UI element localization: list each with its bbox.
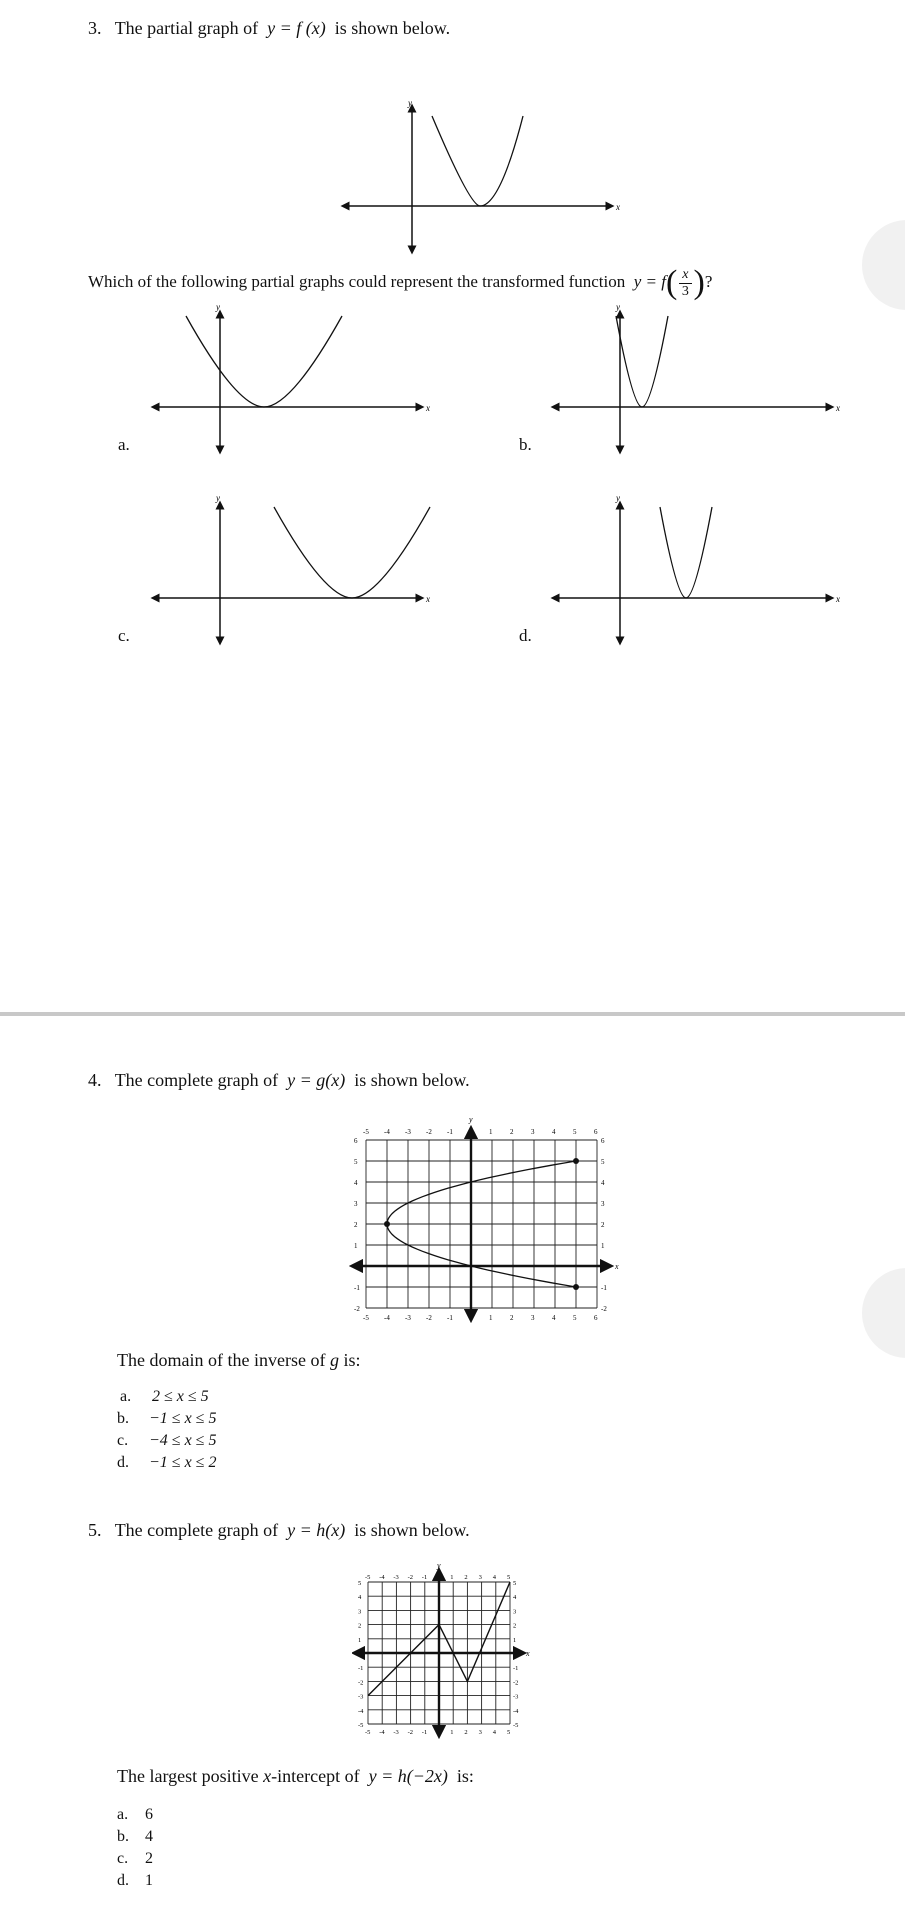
q4-answer-d[interactable]: d. −1 ≤ x ≤ 2: [117, 1454, 217, 1471]
y-tick-label-left: -1: [358, 1665, 364, 1673]
y-axis-label: y: [216, 302, 220, 312]
x-tick-label-top: 1: [489, 1128, 493, 1136]
y-tick-label-left: -3: [358, 1693, 364, 1701]
y-tick-label-right: 4: [513, 1594, 517, 1602]
x-axis-label: x: [426, 594, 430, 604]
y-tick-label-right: 4: [601, 1179, 605, 1187]
q3-parent-x-label: x: [616, 202, 620, 212]
parabola-curve: [616, 316, 668, 407]
x-tick-label-bottom: 3: [478, 1729, 482, 1736]
parabola-curve: [660, 507, 712, 598]
curve-point: [573, 1284, 579, 1290]
y-tick-label-right: 1: [513, 1636, 517, 1644]
x-tick-label-top: -5: [363, 1128, 369, 1136]
y-tick-label-right: -4: [513, 1707, 519, 1715]
y-tick-label-right: -2: [601, 1305, 607, 1313]
y-tick-label-left: -1: [354, 1284, 360, 1292]
y-tick-label-left: 2: [358, 1622, 362, 1630]
q3-parent-graph: [340, 98, 630, 258]
x-tick-label-bottom: 5: [573, 1314, 577, 1322]
x-tick-label-top: -2: [426, 1128, 432, 1136]
y-axis-label: y: [437, 1561, 441, 1570]
y-tick-label-left: 6: [354, 1137, 358, 1145]
y-tick-label-left: -4: [358, 1707, 364, 1715]
q5-answer-a[interactable]: a. 6: [117, 1806, 153, 1823]
y-tick-label-left: 1: [358, 1636, 362, 1644]
q4-answer-b[interactable]: b. −1 ≤ x ≤ 5: [117, 1410, 217, 1427]
x-tick-label-bottom: 5: [507, 1729, 511, 1736]
x-tick-label-bottom: -4: [384, 1314, 390, 1322]
y-tick-label-right: 2: [513, 1622, 517, 1630]
y-tick-label-right: 5: [601, 1158, 605, 1166]
q4-prompt: 4. The complete graph of y = g(x) is shown below.: [88, 1070, 470, 1090]
x-tick-label-bottom: -2: [407, 1729, 414, 1736]
y-tick-label-left: -5: [358, 1722, 364, 1729]
x-tick-label-top: 5: [573, 1128, 577, 1136]
x-tick-label-top: -2: [407, 1574, 414, 1581]
x-axis-label: x: [426, 403, 430, 413]
y-axis-label: y: [469, 1115, 473, 1124]
parabola-curve: [186, 316, 342, 407]
q3-prompt: 3. The partial graph of y = f (x) is shown below.: [88, 18, 451, 38]
q4-graph: [340, 1110, 630, 1336]
x-tick-label-bottom: -3: [405, 1314, 411, 1322]
q5-prompt: 5. The complete graph of y = h(x) is shown below.: [88, 1520, 470, 1540]
x-tick-label-bottom: 6: [594, 1314, 598, 1322]
y-tick-label-left: -2: [358, 1679, 364, 1687]
x-tick-label-bottom: -1: [447, 1314, 453, 1322]
y-tick-label-right: -1: [513, 1665, 519, 1673]
y-tick-label-left: 3: [358, 1608, 362, 1616]
y-tick-label-right: -1: [601, 1284, 607, 1292]
x-tick-label-bottom: 2: [464, 1729, 468, 1736]
x-tick-label-bottom: 1: [489, 1314, 493, 1322]
q4-answer-c[interactable]: c. −4 ≤ x ≤ 5: [117, 1432, 217, 1449]
x-tick-label-top: 3: [478, 1574, 482, 1581]
page-separator: [0, 1012, 905, 1016]
x-tick-label-top: -4: [379, 1574, 385, 1581]
parabola-curve: [274, 507, 430, 598]
q3-option-a-graph[interactable]: [150, 302, 440, 462]
y-axis-label: y: [216, 493, 220, 503]
x-tick-label-top: -4: [384, 1128, 390, 1136]
x-tick-label-top: 2: [510, 1128, 514, 1136]
x-tick-label-top: 4: [492, 1574, 497, 1581]
q3-option-b-letter[interactable]: b.: [519, 435, 532, 454]
q3-option-d-letter[interactable]: d.: [519, 626, 532, 645]
x-tick-label-bottom: 3: [531, 1314, 535, 1322]
y-tick-label-right: 3: [601, 1200, 605, 1208]
curve-point: [384, 1221, 390, 1227]
y-tick-label-left: 5: [354, 1158, 358, 1166]
x-tick-label-top: -1: [447, 1128, 453, 1136]
y-tick-label-right: -3: [513, 1693, 519, 1701]
y-tick-label-left: 4: [358, 1594, 362, 1602]
x-tick-label-top: 2: [464, 1574, 468, 1581]
q4-answer-a[interactable]: a. 2 ≤ x ≤ 5: [120, 1388, 209, 1405]
y-tick-label-right: 6: [601, 1137, 605, 1145]
x-axis-label: x: [836, 403, 840, 413]
x-tick-label-top: 1: [450, 1574, 454, 1581]
x-tick-label-bottom: -2: [426, 1314, 432, 1322]
q5-answer-b[interactable]: b. 4: [117, 1828, 153, 1845]
q3-option-d-graph[interactable]: [550, 493, 840, 653]
y-tick-label-left: 1: [354, 1242, 358, 1250]
x-tick-label-bottom: -5: [363, 1314, 369, 1322]
x-tick-label-top: 3: [531, 1128, 535, 1136]
q3-option-c-graph[interactable]: [150, 493, 440, 653]
y-axis-label: y: [616, 493, 620, 503]
y-tick-label-left: 2: [354, 1221, 358, 1229]
y-tick-label-left: 3: [354, 1200, 358, 1208]
x-tick-label-bottom: 1: [450, 1729, 454, 1736]
y-tick-label-left: 4: [354, 1179, 358, 1187]
q5-intercept-question: The largest positive x-intercept of y = h(−2x) is:: [117, 1766, 474, 1786]
q3-option-a-letter[interactable]: a.: [118, 435, 130, 454]
q4-domain-question: The domain of the inverse of g is:: [117, 1350, 361, 1370]
y-tick-label-right: 2: [601, 1221, 605, 1229]
x-tick-label-top: 6: [594, 1128, 598, 1136]
x-tick-label-bottom: -1: [421, 1729, 428, 1736]
q5-answer-d[interactable]: d. 1: [117, 1872, 153, 1889]
x-tick-label-bottom: 4: [552, 1314, 556, 1322]
q3-question: Which of the following partial graphs could represent the transformed function y = f( $\frac{x}{3}$ )?: [88, 264, 713, 301]
q3-parent-y-label: y: [408, 98, 412, 108]
x-tick-label-top: 5: [507, 1574, 511, 1581]
q5-graph: [352, 1560, 552, 1750]
x-tick-label-bottom: -4: [379, 1729, 385, 1736]
x-tick-label-bottom: -3: [393, 1729, 399, 1736]
x-tick-label-top: -1: [421, 1574, 428, 1581]
q3-option-c-letter[interactable]: c.: [118, 626, 130, 645]
x-tick-label-top: -3: [393, 1574, 399, 1581]
y-tick-label-right: -5: [513, 1722, 519, 1729]
y-tick-label-right: 3: [513, 1608, 517, 1616]
x-tick-label-top: -5: [365, 1574, 371, 1581]
x-axis-label: x: [615, 1262, 619, 1271]
y-tick-label-left: 5: [358, 1580, 362, 1587]
scroll-blob-top: [862, 220, 905, 310]
curve-point: [573, 1158, 579, 1164]
x-tick-label-top: -3: [405, 1128, 411, 1136]
y-axis-label: y: [616, 302, 620, 312]
x-tick-label-bottom: 2: [510, 1314, 514, 1322]
x-axis-label: x: [526, 1649, 530, 1658]
y-tick-label-right: 1: [601, 1242, 605, 1250]
x-tick-label-bottom: 4: [492, 1729, 497, 1736]
q3-option-b-graph[interactable]: [550, 302, 840, 462]
x-axis-label: x: [836, 594, 840, 604]
x-tick-label-bottom: -5: [365, 1729, 371, 1736]
y-tick-label-right: -2: [513, 1679, 519, 1687]
q5-answer-c[interactable]: c. 2: [117, 1850, 153, 1867]
x-tick-label-top: 4: [552, 1128, 556, 1136]
y-tick-label-left: -2: [354, 1305, 360, 1313]
y-tick-label-right: 5: [513, 1580, 517, 1587]
scroll-blob-bottom: [862, 1268, 905, 1358]
